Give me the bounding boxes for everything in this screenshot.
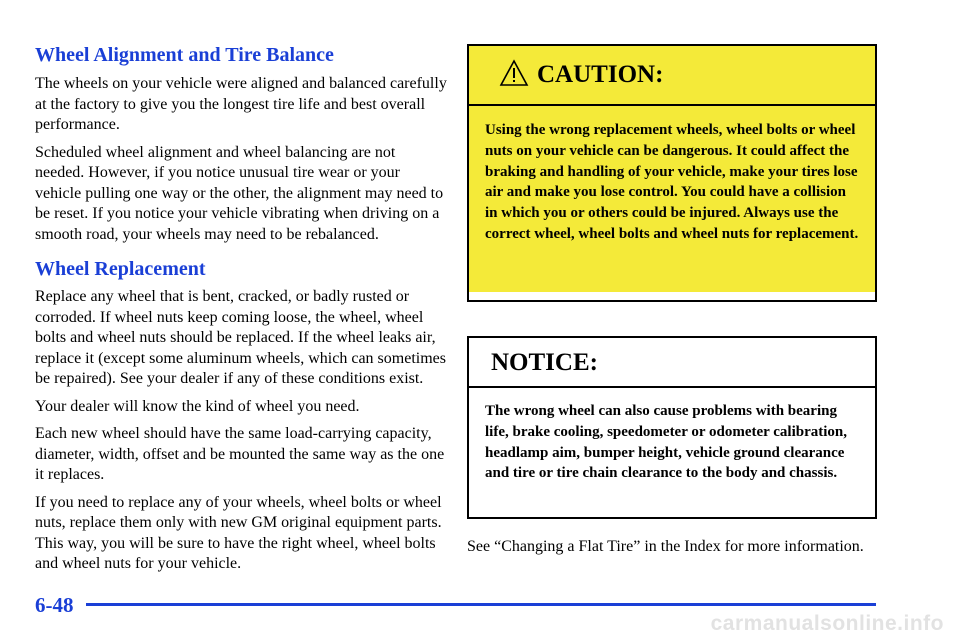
caution-title: CAUTION: <box>537 61 664 88</box>
caution-body <box>469 106 875 292</box>
right-column <box>467 44 877 558</box>
notice-text: The wrong wheel can also cause problems with bearing life, brake cooling, speedometer or odometer calibration, headlamp aim, bumper height, vehicle ground clearance and tire or tire chain clearance to the body and chassis. <box>485 403 848 482</box>
paragraph-gm-parts: If you need to replace any of your wheels, wheel bolts or wheel nuts, replace them only with new GM original equipment parts. This way, you will be sure to have the right wheel, wheel bolts and wheel nuts for your vehicle. <box>35 493 442 572</box>
notice-title: NOTICE: <box>491 349 598 376</box>
section-heading-replacement: Wheel Replacement <box>35 258 206 280</box>
watermark: carmanualsonline.info <box>710 612 944 635</box>
section-heading-alignment: Wheel Alignment and Tire Balance <box>35 44 334 66</box>
paragraph-alignment-detail: Scheduled wheel alignment and wheel balancing are not needed. However, if you notice unusual tire wear or your vehicle pulling one way or the other, the alignment may need to be reset. If you notice your vehicle vibrating when driving on a smooth road, your wheels may need to be rebalanced. <box>35 143 444 243</box>
notice-header <box>469 338 875 388</box>
footer-rule <box>86 603 876 606</box>
paragraph-replacement-conditions: Replace any wheel that is bent, cracked, or badly rusted or corroded. If wheel nuts keep coming loose, the wheel, wheel bolts and wheel nuts should be replaced. If the wheel leaks air, replace it (except some aluminum wheels, which can sometimes be repaired). See your dealer if any of these conditions exist. <box>35 288 446 387</box>
see-also-text: See “Changing a Flat Tire” in the Index for more information. <box>467 538 864 555</box>
caution-header <box>469 46 875 106</box>
paragraph-alignment-intro: The wheels on your vehicle were aligned and balanced carefully at the factory to give you the longest tire life and best overall performance. <box>35 75 447 133</box>
caution-text: Using the wrong replacement wheels, wheel bolts or wheel nuts on your vehicle can be dangerous. It could affect the braking and handling of your vehicle, make your tires lose air and make you lose control. You could have a collision in which you or others could be injured. Always use the correct wheel, wheel bolts and wheel nuts for replacement. <box>485 122 859 242</box>
caution-box <box>467 44 877 302</box>
notice-box <box>467 336 877 519</box>
paragraph-new-wheel: Each new wheel should have the same load-carrying capacity, diameter, width, offset and be mounted the same way as the one it replaces. <box>35 425 445 483</box>
left-column <box>35 40 447 575</box>
notice-body <box>469 388 875 484</box>
page-number: 6-48 <box>35 593 74 617</box>
warning-triangle-icon <box>499 59 529 87</box>
paragraph-dealer: Your dealer will know the kind of wheel you need. <box>35 397 360 415</box>
